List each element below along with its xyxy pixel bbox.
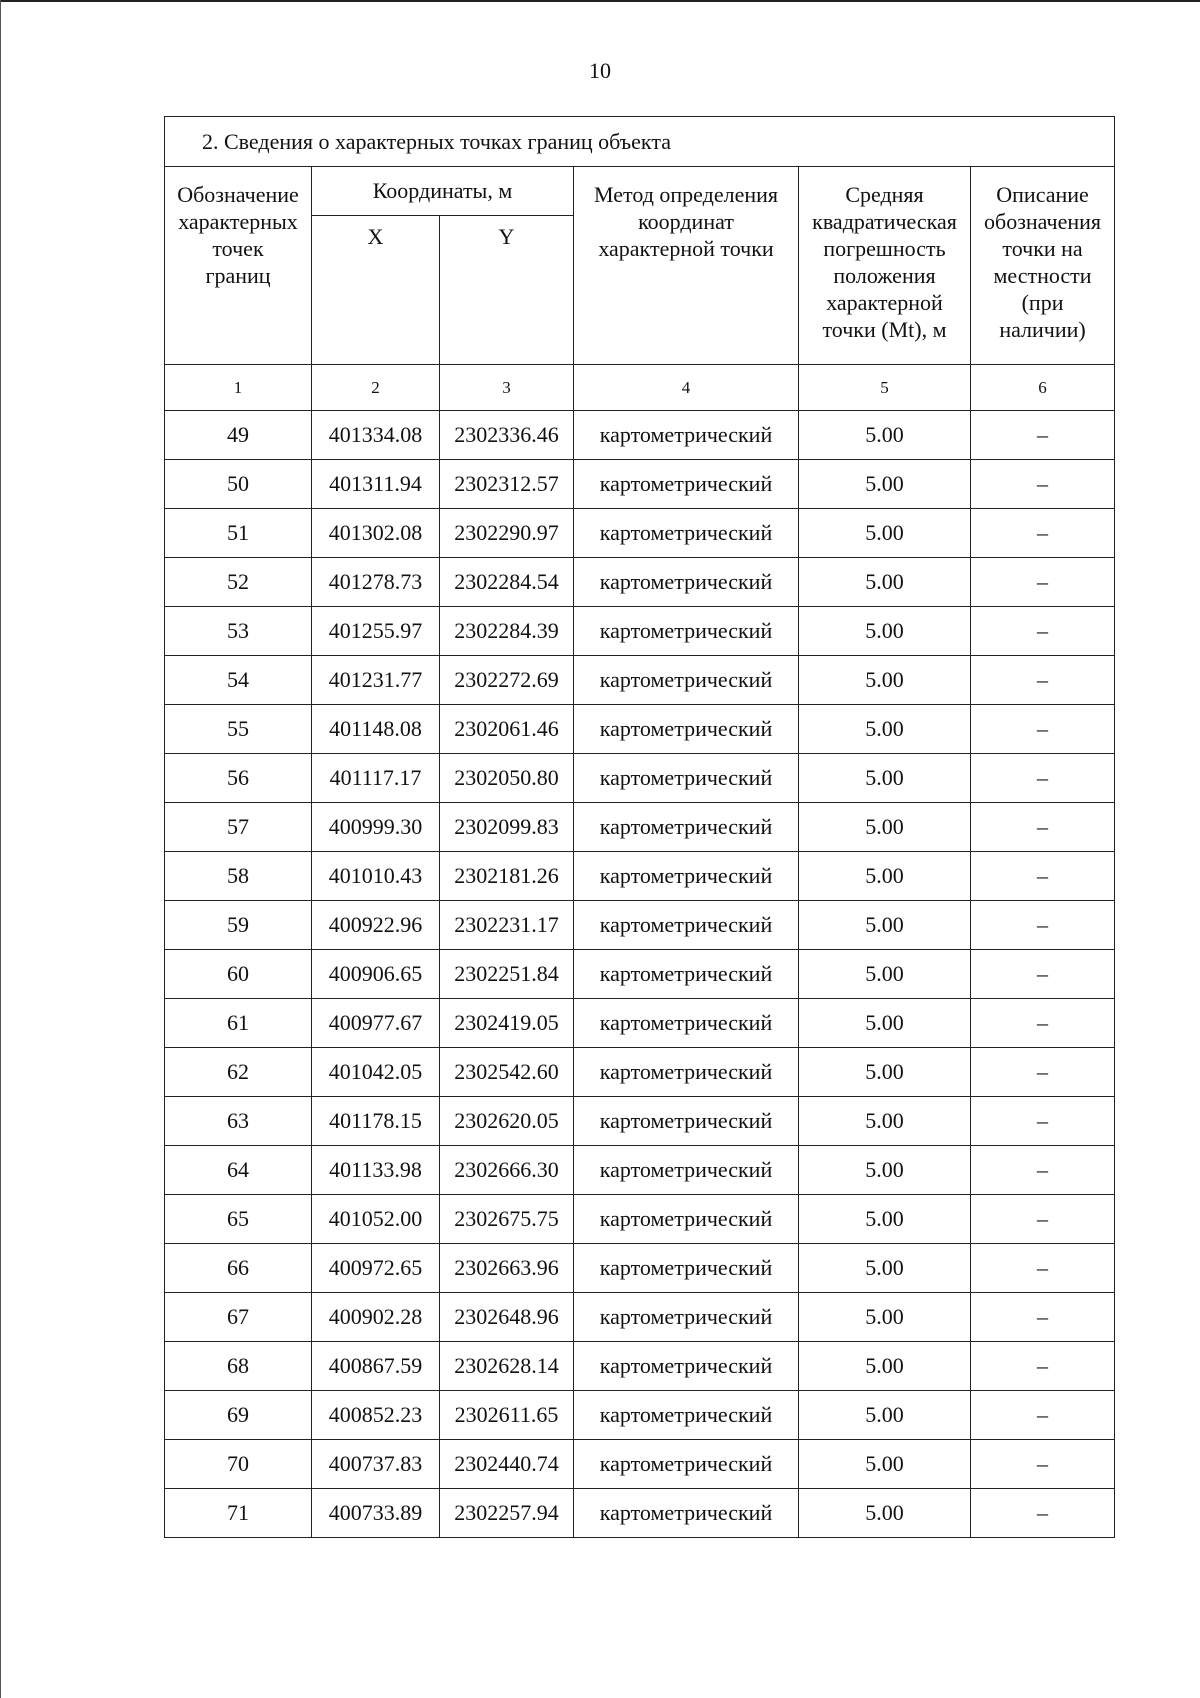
cell-method: картометрический [574,656,799,705]
column-number-row [165,365,1115,411]
header-mean-square-error: Средняя квадратическая погрешность положения характерной точки (Mt), м [799,167,971,365]
cell-x: 401042.05 [312,1048,440,1097]
table-row [165,1342,1115,1391]
table-row [165,411,1115,460]
table-caption: 2. Сведения о характерных точках границ объекта [165,117,1115,167]
cell-point-id: 57 [165,803,312,852]
cell-description: – [971,411,1115,460]
cell-method: картометрический [574,1244,799,1293]
cell-description: – [971,1146,1115,1195]
cell-mt: 5.00 [799,754,971,803]
table-row [165,1293,1115,1342]
cell-method: картометрический [574,1342,799,1391]
cell-mt: 5.00 [799,607,971,656]
cell-x: 401334.08 [312,411,440,460]
cell-point-id: 49 [165,411,312,460]
cell-point-id: 66 [165,1244,312,1293]
cell-point-id: 50 [165,460,312,509]
cell-x: 401255.97 [312,607,440,656]
column-number: 5 [799,365,971,411]
cell-x: 400999.30 [312,803,440,852]
cell-description: – [971,607,1115,656]
table-row [165,607,1115,656]
cell-mt: 5.00 [799,1391,971,1440]
cell-y: 2302440.74 [440,1440,574,1489]
table-row [165,852,1115,901]
cell-y: 2302284.39 [440,607,574,656]
cell-point-id: 51 [165,509,312,558]
cell-point-id: 70 [165,1440,312,1489]
cell-description: – [971,1195,1115,1244]
cell-x: 400972.65 [312,1244,440,1293]
cell-x: 400852.23 [312,1391,440,1440]
cell-x: 401010.43 [312,852,440,901]
cell-x: 401178.15 [312,1097,440,1146]
table-row [165,1097,1115,1146]
cell-description: – [971,558,1115,607]
cell-description: – [971,1342,1115,1391]
cell-description: – [971,999,1115,1048]
cell-x: 400922.96 [312,901,440,950]
cell-x: 400902.28 [312,1293,440,1342]
table-row [165,1048,1115,1097]
cell-method: картометрический [574,803,799,852]
cell-mt: 5.00 [799,803,971,852]
cell-mt: 5.00 [799,1244,971,1293]
cell-y: 2302620.05 [440,1097,574,1146]
cell-y: 2302611.65 [440,1391,574,1440]
table-row [165,1195,1115,1244]
cell-x: 401052.00 [312,1195,440,1244]
cell-method: картометрический [574,607,799,656]
cell-description: – [971,460,1115,509]
header-method: Метод определения координат характерной точки [574,167,799,365]
cell-method: картометрический [574,1489,799,1538]
cell-description: – [971,1097,1115,1146]
cell-mt: 5.00 [799,460,971,509]
cell-description: – [971,803,1115,852]
cell-point-id: 56 [165,754,312,803]
cell-y: 2302099.83 [440,803,574,852]
header-designation: Обозначение характерных точек границ [165,167,312,365]
cell-y: 2302666.30 [440,1146,574,1195]
cell-method: картометрический [574,460,799,509]
cell-description: – [971,656,1115,705]
cell-point-id: 59 [165,901,312,950]
cell-point-id: 67 [165,1293,312,1342]
cell-x: 400977.67 [312,999,440,1048]
cell-method: картометрический [574,1097,799,1146]
cell-point-id: 69 [165,1391,312,1440]
cell-point-id: 60 [165,950,312,999]
cell-mt: 5.00 [799,1048,971,1097]
table-row [165,1391,1115,1440]
cell-y: 2302181.26 [440,852,574,901]
cell-x: 401133.98 [312,1146,440,1195]
cell-mt: 5.00 [799,1097,971,1146]
cell-description: – [971,1391,1115,1440]
table-row [165,1440,1115,1489]
cell-y: 2302542.60 [440,1048,574,1097]
cell-mt: 5.00 [799,656,971,705]
cell-mt: 5.00 [799,1195,971,1244]
cell-mt: 5.00 [799,705,971,754]
cell-y: 2302419.05 [440,999,574,1048]
page-left-border [0,0,1,1698]
table-row [165,803,1115,852]
cell-point-id: 58 [165,852,312,901]
cell-point-id: 54 [165,656,312,705]
cell-method: картометрический [574,852,799,901]
cell-description: – [971,705,1115,754]
column-number: 4 [574,365,799,411]
cell-mt: 5.00 [799,558,971,607]
table-row [165,705,1115,754]
cell-x: 401302.08 [312,509,440,558]
cell-point-id: 62 [165,1048,312,1097]
cell-point-id: 52 [165,558,312,607]
cell-mt: 5.00 [799,950,971,999]
cell-point-id: 53 [165,607,312,656]
cell-description: – [971,901,1115,950]
cell-mt: 5.00 [799,852,971,901]
column-number: 1 [165,365,312,411]
cell-point-id: 64 [165,1146,312,1195]
boundary-points-table [164,116,1115,1538]
cell-x: 401278.73 [312,558,440,607]
header-description: Описание обозначения точки на местности (при наличии) [971,167,1115,365]
cell-y: 2302336.46 [440,411,574,460]
cell-description: – [971,1489,1115,1538]
table-row [165,1146,1115,1195]
cell-mt: 5.00 [799,901,971,950]
cell-mt: 5.00 [799,1293,971,1342]
cell-x: 401148.08 [312,705,440,754]
table-row [165,558,1115,607]
column-number: 2 [312,365,440,411]
table-row [165,754,1115,803]
cell-mt: 5.00 [799,1489,971,1538]
cell-y: 2302251.84 [440,950,574,999]
header-coordinates: Координаты, м [312,167,574,216]
cell-x: 400867.59 [312,1342,440,1391]
cell-method: картометрический [574,1440,799,1489]
cell-point-id: 71 [165,1489,312,1538]
header-y: Y [440,216,574,365]
page-number: 10 [589,58,611,83]
cell-description: – [971,1048,1115,1097]
cell-mt: 5.00 [799,411,971,460]
cell-method: картометрический [574,1293,799,1342]
cell-x: 400906.65 [312,950,440,999]
table-row [165,999,1115,1048]
cell-description: – [971,754,1115,803]
cell-method: картометрический [574,999,799,1048]
cell-y: 2302231.17 [440,901,574,950]
cell-y: 2302675.75 [440,1195,574,1244]
cell-point-id: 68 [165,1342,312,1391]
cell-mt: 5.00 [799,509,971,558]
table-row [165,950,1115,999]
cell-description: – [971,1293,1115,1342]
cell-y: 2302284.54 [440,558,574,607]
cell-method: картометрический [574,1391,799,1440]
cell-method: картометрический [574,950,799,999]
cell-point-id: 55 [165,705,312,754]
cell-description: – [971,509,1115,558]
table-row [165,509,1115,558]
header-x: X [312,216,440,365]
cell-method: картометрический [574,509,799,558]
cell-point-id: 63 [165,1097,312,1146]
cell-method: картометрический [574,901,799,950]
cell-point-id: 65 [165,1195,312,1244]
cell-y: 2302663.96 [440,1244,574,1293]
table-row [165,460,1115,509]
cell-y: 2302628.14 [440,1342,574,1391]
cell-y: 2302272.69 [440,656,574,705]
cell-method: картометрический [574,1048,799,1097]
cell-description: – [971,852,1115,901]
cell-description: – [971,1440,1115,1489]
cell-x: 401311.94 [312,460,440,509]
cell-x: 400733.89 [312,1489,440,1538]
table-row [165,901,1115,950]
cell-method: картометрический [574,705,799,754]
cell-mt: 5.00 [799,1146,971,1195]
cell-x: 401117.17 [312,754,440,803]
cell-method: картометрический [574,411,799,460]
cell-y: 2302257.94 [440,1489,574,1538]
table-body [165,411,1115,1538]
column-number: 6 [971,365,1115,411]
cell-method: картометрический [574,1146,799,1195]
cell-description: – [971,950,1115,999]
column-number: 3 [440,365,574,411]
cell-method: картометрический [574,558,799,607]
page-top-border [0,0,1200,2]
table-row [165,656,1115,705]
cell-mt: 5.00 [799,1440,971,1489]
cell-x: 401231.77 [312,656,440,705]
cell-mt: 5.00 [799,999,971,1048]
cell-method: картометрический [574,754,799,803]
cell-y: 2302290.97 [440,509,574,558]
cell-method: картометрический [574,1195,799,1244]
cell-x: 400737.83 [312,1440,440,1489]
table-row [165,1244,1115,1293]
cell-y: 2302312.57 [440,460,574,509]
cell-description: – [971,1244,1115,1293]
table-row [165,1489,1115,1538]
cell-y: 2302061.46 [440,705,574,754]
cell-point-id: 61 [165,999,312,1048]
cell-y: 2302050.80 [440,754,574,803]
cell-mt: 5.00 [799,1342,971,1391]
cell-y: 2302648.96 [440,1293,574,1342]
